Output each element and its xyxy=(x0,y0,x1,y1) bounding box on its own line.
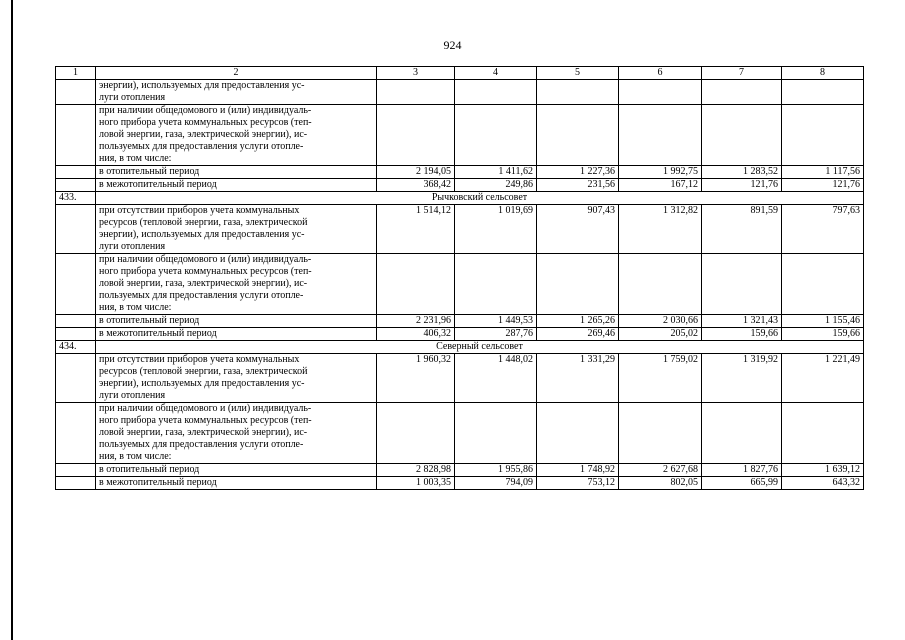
row-label: в отопительный период xyxy=(96,315,377,328)
value-cell: 205,02 xyxy=(619,328,702,341)
value-cell: 802,05 xyxy=(619,477,702,490)
value-cell: 2 030,66 xyxy=(619,315,702,328)
value-cell: 1 449,53 xyxy=(455,315,537,328)
value-cell xyxy=(455,80,537,105)
period-row xyxy=(56,179,864,192)
value-cell xyxy=(782,80,864,105)
value-cell: 1 411,62 xyxy=(455,166,537,179)
value-cell: 1 312,82 xyxy=(619,205,702,254)
value-cell: 406,32 xyxy=(377,328,455,341)
value-cell xyxy=(377,80,455,105)
value-cell: 1 748,92 xyxy=(537,464,619,477)
column-number-row xyxy=(56,67,864,80)
value-cell xyxy=(377,403,455,464)
column-number-cell: 5 xyxy=(537,67,619,80)
value-cell: 794,09 xyxy=(455,477,537,490)
value-cell: 1 448,02 xyxy=(455,354,537,403)
value-cell xyxy=(455,254,537,315)
row-label: в межотопительный период xyxy=(96,477,377,490)
value-cell: 159,66 xyxy=(702,328,782,341)
column-number-cell: 4 xyxy=(455,67,537,80)
row-label: в отопительный период xyxy=(96,166,377,179)
value-cell xyxy=(619,254,702,315)
row-number-cell xyxy=(56,205,96,254)
value-cell: 797,63 xyxy=(782,205,864,254)
value-cell: 121,76 xyxy=(782,179,864,192)
value-cell xyxy=(782,254,864,315)
row-label: при наличии общедомового и (или) индивидуаль- ного прибора учета коммунальных ресурсов (теп- ловой энергии, газа, электрической энергии), ис- пользуемых для предоставления услуги отопле- ния, в том числе: xyxy=(96,105,377,166)
value-cell: 368,42 xyxy=(377,179,455,192)
column-number-cell: 3 xyxy=(377,67,455,80)
period-row xyxy=(56,328,864,341)
tariff-table xyxy=(55,66,864,490)
value-cell xyxy=(702,403,782,464)
value-cell: 1 155,46 xyxy=(782,315,864,328)
value-cell: 269,46 xyxy=(537,328,619,341)
value-cell: 167,12 xyxy=(619,179,702,192)
value-cell: 891,59 xyxy=(702,205,782,254)
value-cell: 1 321,43 xyxy=(702,315,782,328)
value-cell: 1 759,02 xyxy=(619,354,702,403)
description-row xyxy=(56,354,864,403)
value-cell: 1 221,49 xyxy=(782,354,864,403)
section-number: 433. xyxy=(56,192,96,205)
value-cell xyxy=(619,80,702,105)
value-cell: 2 828,98 xyxy=(377,464,455,477)
value-cell: 1 960,32 xyxy=(377,354,455,403)
value-cell: 1 283,52 xyxy=(702,166,782,179)
value-cell: 643,32 xyxy=(782,477,864,490)
value-cell xyxy=(537,403,619,464)
value-cell: 1 992,75 xyxy=(619,166,702,179)
value-cell xyxy=(619,403,702,464)
row-label: при наличии общедомового и (или) индивидуаль- ного прибора учета коммунальных ресурсов (теп- ловой энергии, газа, электрической энергии), ис- пользуемых для предоставления услуги отопле- ния, в том числе: xyxy=(96,254,377,315)
value-cell: 1 227,36 xyxy=(537,166,619,179)
row-label: в межотопительный период xyxy=(96,179,377,192)
row-label: при наличии общедомового и (или) индивидуаль- ного прибора учета коммунальных ресурсов (теп- ловой энергии, газа, электрической энергии), ис- пользуемых для предоставления услуги отопле- ния, в том числе: xyxy=(96,403,377,464)
value-cell: 1 117,56 xyxy=(782,166,864,179)
value-cell: 665,99 xyxy=(702,477,782,490)
value-cell: 753,12 xyxy=(537,477,619,490)
section-row xyxy=(56,192,864,205)
value-cell: 287,76 xyxy=(455,328,537,341)
column-number-cell: 1 xyxy=(56,67,96,80)
row-number-cell xyxy=(56,403,96,464)
column-number-cell: 6 xyxy=(619,67,702,80)
description-row xyxy=(56,80,864,105)
row-label: энергии), используемых для предоставления ус- луги отопления xyxy=(96,80,377,105)
column-number-cell: 8 xyxy=(782,67,864,80)
page-binding-edge xyxy=(11,0,13,640)
value-cell: 1 319,92 xyxy=(702,354,782,403)
value-cell xyxy=(702,254,782,315)
value-cell: 1 639,12 xyxy=(782,464,864,477)
row-number-cell xyxy=(56,105,96,166)
value-cell: 231,56 xyxy=(537,179,619,192)
page-number: 924 xyxy=(443,38,462,52)
row-number-cell xyxy=(56,80,96,105)
value-cell: 1 003,35 xyxy=(377,477,455,490)
value-cell xyxy=(619,105,702,166)
value-cell: 1 514,12 xyxy=(377,205,455,254)
value-cell xyxy=(377,254,455,315)
description-row xyxy=(56,205,864,254)
row-number-cell xyxy=(56,254,96,315)
value-cell: 907,43 xyxy=(537,205,619,254)
row-label: при отсутствии приборов учета коммунальных ресурсов (тепловой энергии, газа, электрической энергии), используемых для предоставления ус- луги отопления xyxy=(96,354,377,403)
period-row xyxy=(56,315,864,328)
period-row xyxy=(56,166,864,179)
row-number-cell xyxy=(56,328,96,341)
value-cell xyxy=(537,254,619,315)
value-cell: 1 827,76 xyxy=(702,464,782,477)
value-cell: 159,66 xyxy=(782,328,864,341)
value-cell xyxy=(782,105,864,166)
section-title: Северный сельсовет xyxy=(96,341,864,354)
section-number: 434. xyxy=(56,341,96,354)
column-number-cell: 2 xyxy=(96,67,377,80)
value-cell: 2 194,05 xyxy=(377,166,455,179)
row-number-cell xyxy=(56,354,96,403)
value-cell xyxy=(537,105,619,166)
row-label: в межотопительный период xyxy=(96,328,377,341)
value-cell: 2 627,68 xyxy=(619,464,702,477)
value-cell xyxy=(537,80,619,105)
period-row xyxy=(56,477,864,490)
value-cell: 1 331,29 xyxy=(537,354,619,403)
section-title: Рычковский сельсовет xyxy=(96,192,864,205)
value-cell xyxy=(455,403,537,464)
description-row xyxy=(56,403,864,464)
row-label: в отопительный период xyxy=(96,464,377,477)
value-cell: 1 265,26 xyxy=(537,315,619,328)
row-number-cell xyxy=(56,464,96,477)
period-row xyxy=(56,464,864,477)
value-cell xyxy=(377,105,455,166)
value-cell xyxy=(702,105,782,166)
value-cell: 1 955,86 xyxy=(455,464,537,477)
value-cell: 249,86 xyxy=(455,179,537,192)
value-cell xyxy=(702,80,782,105)
value-cell xyxy=(782,403,864,464)
row-number-cell xyxy=(56,166,96,179)
row-number-cell xyxy=(56,179,96,192)
value-cell: 2 231,96 xyxy=(377,315,455,328)
column-number-cell: 7 xyxy=(702,67,782,80)
row-label: при отсутствии приборов учета коммунальных ресурсов (тепловой энергии, газа, электрической энергии), используемых для предоставления ус- луги отопления xyxy=(96,205,377,254)
value-cell: 121,76 xyxy=(702,179,782,192)
row-number-cell xyxy=(56,315,96,328)
value-cell: 1 019,69 xyxy=(455,205,537,254)
row-number-cell xyxy=(56,477,96,490)
value-cell xyxy=(455,105,537,166)
section-row xyxy=(56,341,864,354)
description-row xyxy=(56,105,864,166)
description-row xyxy=(56,254,864,315)
